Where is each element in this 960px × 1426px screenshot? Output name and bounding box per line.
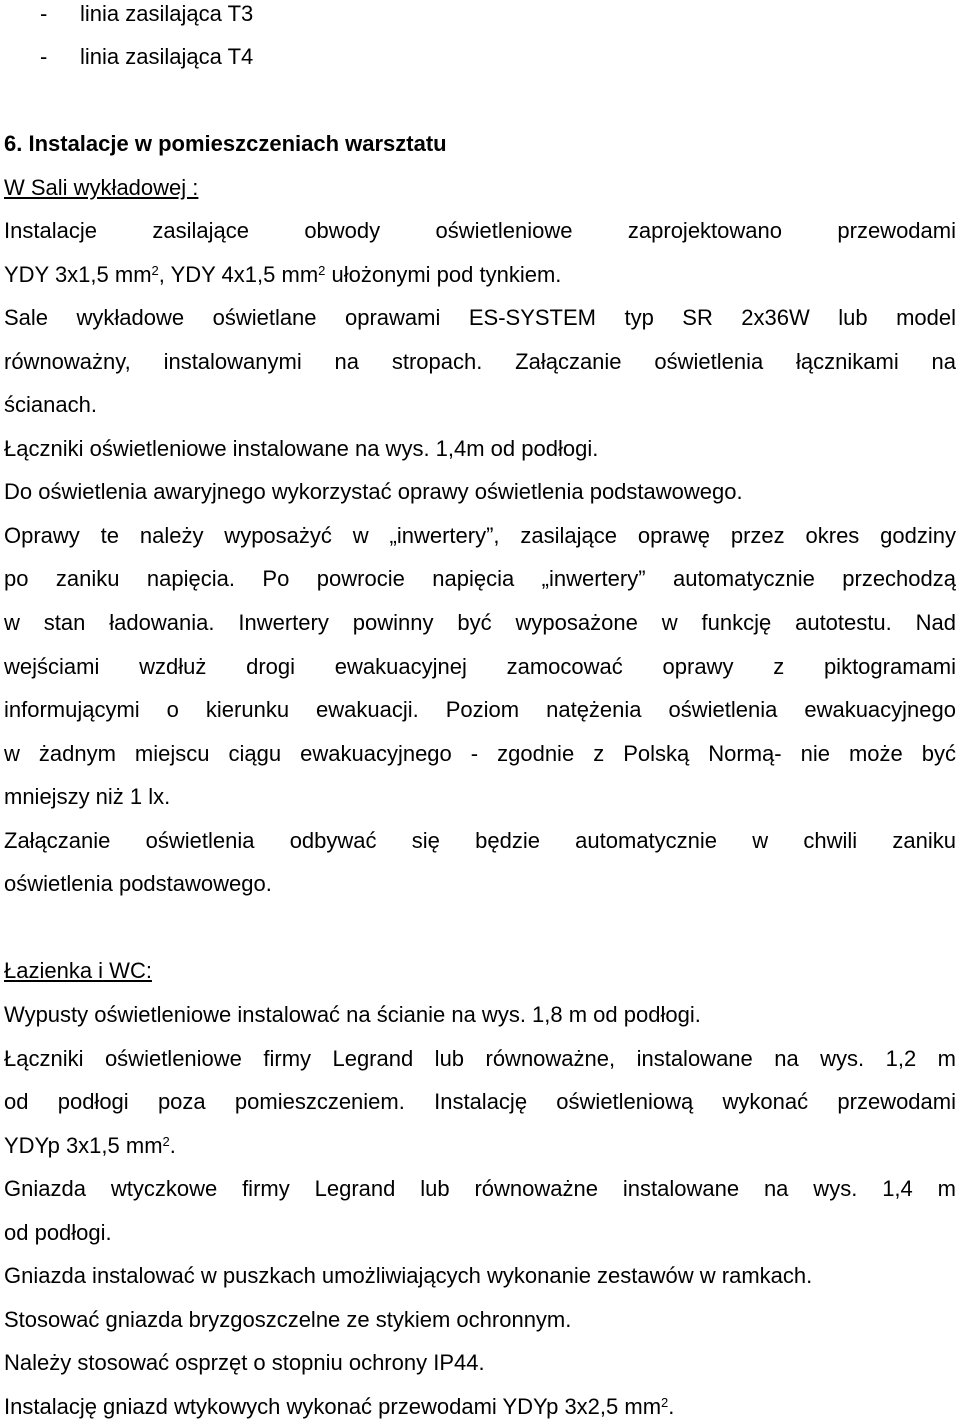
paragraph-line: od podłogi poza pomieszczeniem. Instalację oświetleniową wykonać przewodami [4,1089,956,1114]
paragraph-line: Oprawy te należy wyposażyć w „inwertery”, zasilające oprawę przez okres godziny [4,523,956,548]
paragraph-line: Stosować gniazda bryzgoszczelne ze stykiem ochronnym. [4,1307,572,1332]
paragraph-line: mniejszy niż 1 lx. [4,784,171,809]
superscript: 2 [661,1394,669,1410]
text-run: , YDY 4x1,5 mm [158,262,319,287]
paragraph-line: Sale wykładowe oświetlane oprawami ES-SYSTEM typ SR 2x36W lub model [4,305,956,330]
paragraph-line: Wypusty oświetleniowe instalować na ścianie na wys. 1,8 m od podłogi. [4,1002,701,1027]
paragraph-line [4,261,956,289]
paragraph-line [4,1393,956,1421]
paragraph-line: Gniazda wtyczkowe firmy Legrand lub równoważne instalowane na wys. 1,4 m [4,1176,956,1201]
text-run: . [169,1133,176,1158]
subsection-heading: Łazienka i WC: [4,958,152,983]
paragraph-line: Załączanie oświetlenia odbywać się będzie automatycznie w chwili zaniku [4,828,956,853]
paragraph-line: Instalacje zasilające obwody oświetleniowe zaprojektowano przewodami [4,218,956,243]
paragraph-line: oświetlenia podstawowego. [4,871,272,896]
paragraph-line: Gniazda instalować w puszkach umożliwiających wykonanie zestawów w ramkach. [4,1263,813,1288]
bullet-dash: - [40,1,48,26]
paragraph-line: w stan ładowania. Inwertery powinny być wyposażone w funkcję autotestu. Nad [4,610,956,635]
paragraph-line: w żadnym miejscu ciągu ewakuacyjnego - zgodnie z Polską Normą- nie może być [4,741,956,766]
paragraph-line: ścianach. [4,392,97,417]
bullet-text: linia zasilająca T4 [80,44,254,69]
text-run: Instalację gniazd wtykowych wykonać przewodami YDYp 3x2,5 mm [4,1394,662,1419]
text-run: YDYp 3x1,5 mm [4,1133,163,1158]
bullet-item [4,43,956,71]
text-run: YDY 3x1,5 mm [4,262,152,287]
paragraph-line: wejściami wzdłuż drogi ewakuacyjnej zamocować oprawy z piktogramami [4,654,956,679]
text-run: . [668,1394,675,1419]
superscript: 2 [162,1133,170,1149]
bullet-dash: - [40,44,48,69]
section-heading: 6. Instalacje w pomieszczeniach warsztatu [4,131,447,156]
subsection-heading: W Sali wykładowej : [4,175,199,200]
text-run: ułożonymi pod tynkiem. [325,262,562,287]
paragraph-line: równoważny, instalowanymi na stropach. Załączanie oświetlenia łącznikami na [4,349,956,374]
paragraph-line: Do oświetlenia awaryjnego wykorzystać oprawy oświetlenia podstawowego. [4,479,743,504]
paragraph-line: od podłogi. [4,1220,112,1245]
superscript: 2 [151,262,159,278]
bullet-item [4,0,956,28]
paragraph-line: Łączniki oświetleniowe firmy Legrand lub równoważne, instalowane na wys. 1,2 m [4,1046,956,1071]
paragraph-line [4,1132,956,1160]
paragraph-line: Należy stosować osprzęt o stopniu ochrony IP44. [4,1350,485,1375]
paragraph-line: Łączniki oświetleniowe instalowane na wys. 1,4m od podłogi. [4,436,599,461]
paragraph-line: po zaniku napięcia. Po powrocie napięcia „inwertery” automatycznie przechodzą [4,566,956,591]
superscript: 2 [318,262,326,278]
bullet-text: linia zasilająca T3 [80,1,254,26]
paragraph-line: informującymi o kierunku ewakuacji. Poziom natężenia oświetlenia ewakuacyjnego [4,697,956,722]
